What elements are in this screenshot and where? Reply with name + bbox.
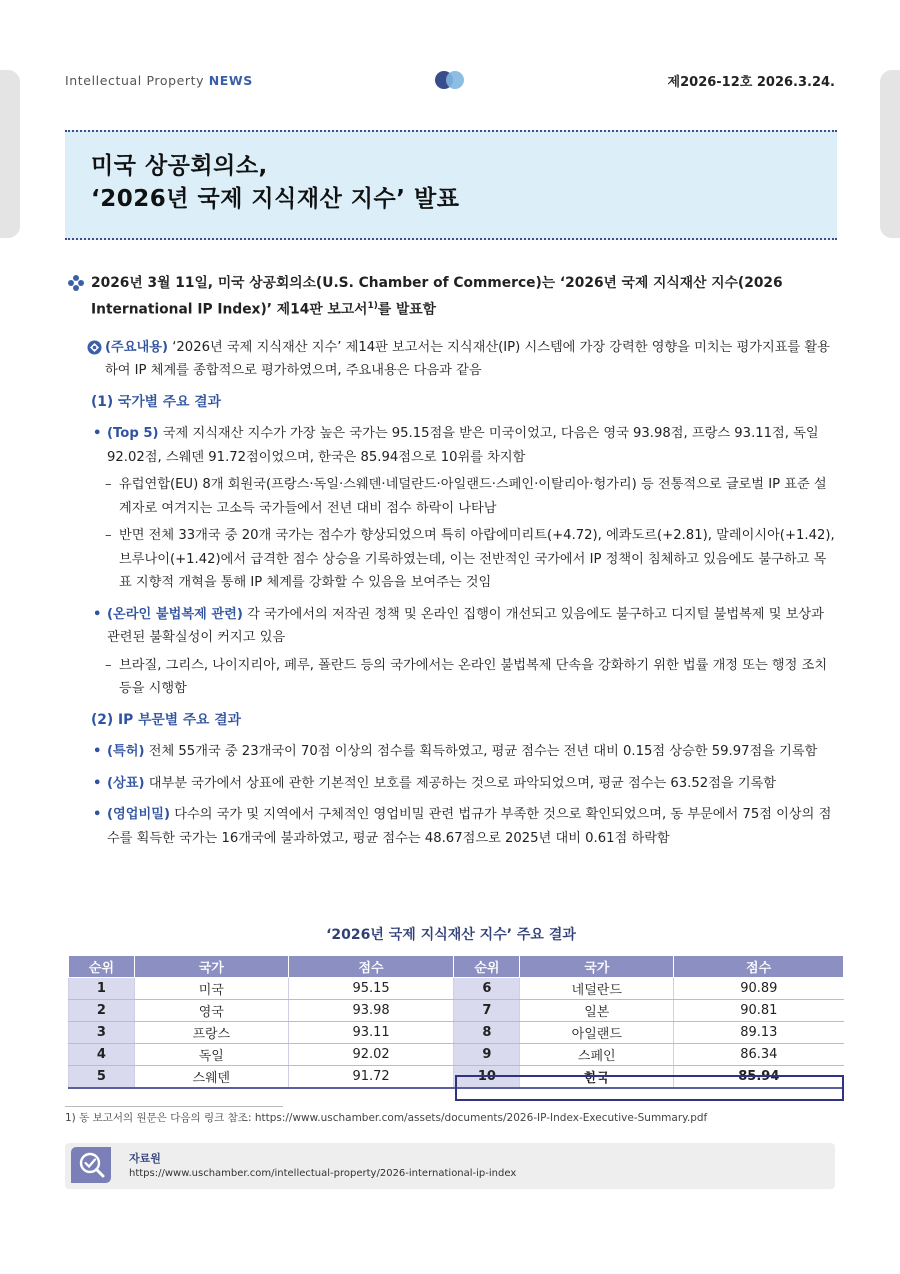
list-item: • (온라인 불법복제 관련) 각 국가에서의 저작권 정책 및 온라인 집행이 개선되고 있음에도 불구하고 디지털 불법복제 및 보상과 관련된 불확실성이 커지고 있음 [93, 606, 824, 646]
title-banner [65, 130, 837, 240]
title-line-1: 미국 상공회의소, [91, 153, 268, 179]
article-body [65, 272, 837, 850]
table-row: 2 영국 93.98 7 일본 90.81 [69, 1000, 844, 1022]
list-item: • (Top 5) 국제 지식재산 지수가 가장 높은 국가는 95.15점을 받은 미국이었고, 다음은 영국 93.98점, 프랑스 93.11점, 독일 92.02점, 스웨덴 91.72점이었으며, 한국은 85.94점으로 10위를 차지함 [93, 426, 819, 465]
main-content-paragraph: (주요내용) ‘2026년 국제 지식재산 지수’ 제14판 보고서는 지식재산(IP) 시스템에 가장 강력한 영향을 미치는 평가지표를 활용하여 IP 체계를 종합적으로 평가하였으며, 주요내용은 다음과 같음 [65, 336, 837, 383]
right-side-tab [880, 70, 900, 238]
list-item: – 유럽연합(EU) 8개 회원국(프랑스·독일·스웨덴·네덜란드·아일랜드·스페인·이탈리아·헝가리) 등 전통적으로 글로벌 IP 표준 설계자로 여겨지는 고소득 국가들에서 전년 대비 점수 하락이 나타남 [105, 477, 827, 516]
flower-bullet-icon [67, 274, 85, 292]
table-header-cell: 점수 [674, 956, 844, 978]
page-header [65, 68, 835, 92]
table-header-row [69, 956, 844, 978]
issue-number: 제2026-12호 2026.3.24. [667, 74, 835, 90]
brand-name: Intellectual Property NEWS [65, 72, 253, 88]
table-row: 4 독일 92.02 9 스페인 86.34 [69, 1044, 844, 1066]
source-link[interactable]: https://www.uschamber.com/intellectual-property/2026-international-ip-index [129, 1168, 517, 1179]
left-side-tab [0, 70, 20, 238]
table-header-cell: 순위 [454, 956, 520, 978]
table-header-cell: 국가 [520, 956, 674, 978]
table-row: 3 프랑스 93.11 8 아일랜드 89.13 [69, 1022, 844, 1044]
section-1-heading: (1) 국가별 주요 결과 [91, 393, 221, 410]
table-header-cell: 순위 [69, 956, 135, 978]
list-item: • (특허) 전체 55개국 중 23개국이 70점 이상의 점수를 획득하였고, 평균 점수는 전년 대비 0.15점 상승한 59.97점을 기록함 [93, 744, 818, 760]
list-item: • (영업비밀) 다수의 국가 및 지역에서 구체적인 영업비밀 관련 법규가 부족한 것으로 확인되었으며, 동 부문에서 75점 이상의 점수를 획득한 국가는 16개국에 불과하였고, 평균 점수는 48.67점으로 2025년 대비 0.61점 하락함 [93, 807, 832, 846]
list-item: – 브라질, 그리스, 나이지리아, 페루, 폴란드 등의 국가에서는 온라인 불법복제 단속을 강화하기 위한 법률 개정 또는 행정 조치 등을 시행함 [105, 657, 828, 697]
list-item: • (상표) 대부분 국가에서 상표에 관한 기본적인 보호를 제공하는 것으로 파악되었으며, 평균 점수는 63.52점을 기록함 [93, 775, 777, 791]
section-2-heading: (2) IP 부문별 주요 결과 [91, 711, 241, 728]
title-line-2: ‘2026년 국제 지식재산 지수’ 발표 [91, 186, 460, 212]
footnote: 1) 동 보고서의 원문은 다음의 링크 참조: https://www.uschamber.com/assets/documents/2026-IP-Index-Executive-Summary.pdf [65, 1106, 837, 1125]
table-row: 1 미국 95.15 6 네덜란드 90.89 [69, 978, 844, 1000]
source-label: 자료원 [129, 1152, 161, 1165]
footnote-marker[interactable]: 1) [367, 301, 378, 311]
magnifier-check-icon [71, 1147, 111, 1183]
diamond-bullet-icon [87, 340, 102, 355]
list-item: – 반면 전체 33개국 중 20개 국가는 점수가 향상되었으며 특히 아랍에미리트(+4.72), 에콰도르(+2.81), 말레이시아(+1.42), 브루나이(+1.42)에서 급격한 점수 상승을 기록하였는데, 이는 전반적인 국가에서 IP 정책이 침체하고 있음에도 불구하고 목표 지향적 개혁을 통해 IP 체계를 강화할 수 있음을 보여주는 것임 [105, 528, 835, 591]
results-table [68, 955, 844, 1089]
lead-paragraph: 2026년 3월 11일, 미국 상공회의소(U.S. Chamber of Commerce)는 ‘2026년 국제 지식재산 지수(2026 International IP Index)’ 제14판 보고서$^{1)}$를 발표함 [65, 272, 837, 322]
source-box [65, 1143, 835, 1189]
footnote-divider [65, 1106, 283, 1107]
table-row: 5 스웨덴 91.72 10 한국 85.94 [69, 1066, 844, 1088]
table-title: ‘2026년 국제 지식재산 지수’ 주요 결과 [326, 927, 576, 943]
table-header-cell: 점수 [288, 956, 454, 978]
table-header-cell: 국가 [134, 956, 288, 978]
circles-logo-icon [433, 70, 467, 90]
